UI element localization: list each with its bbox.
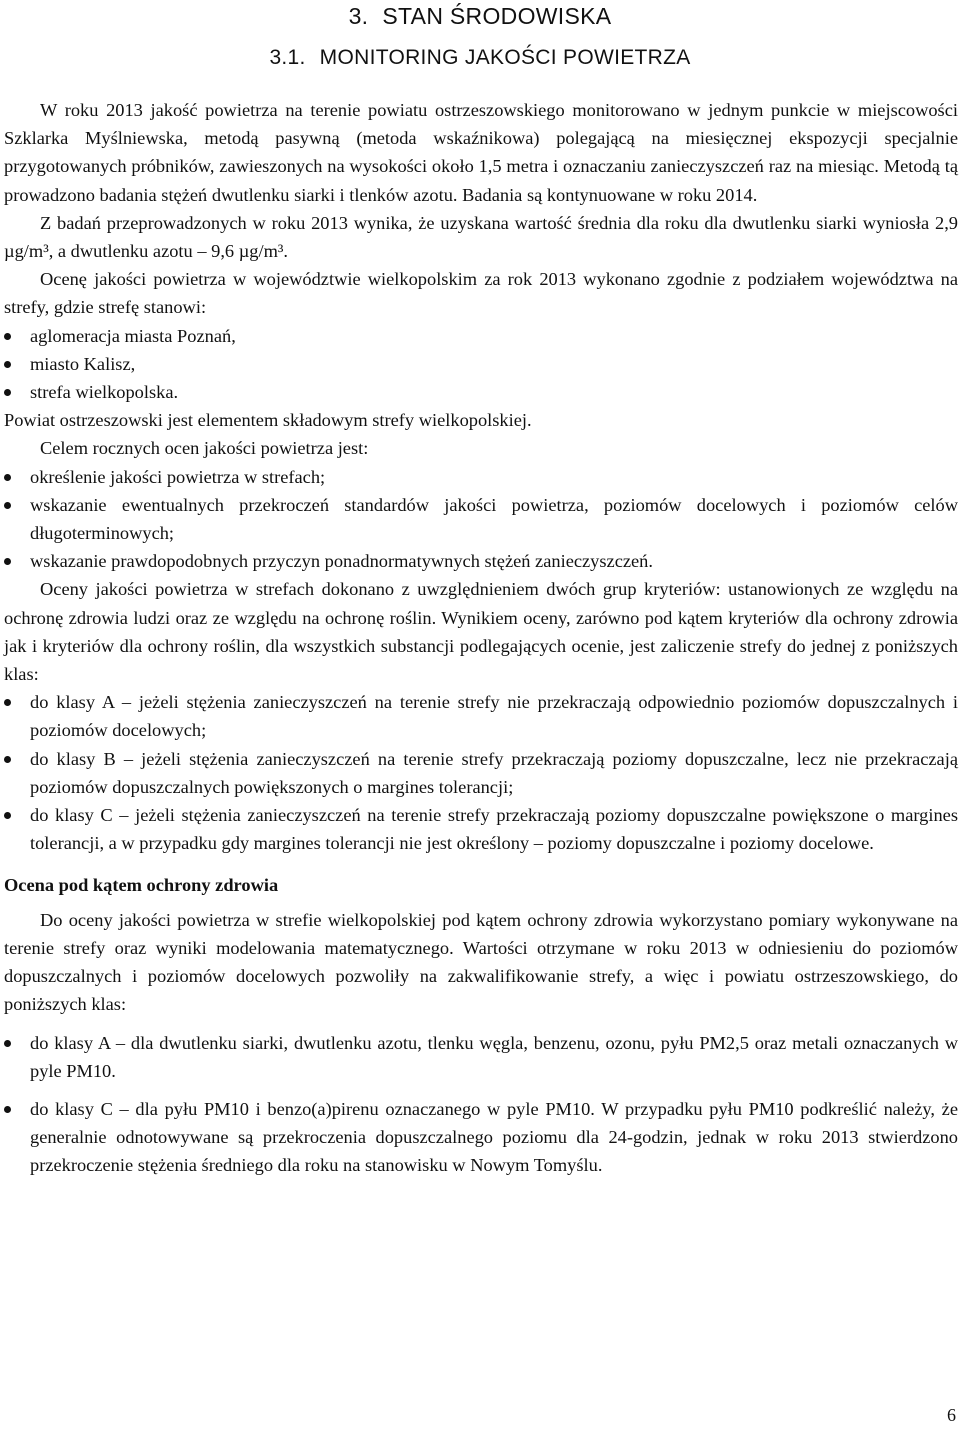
section-title: STAN ŚRODOWISKA — [382, 3, 612, 29]
health-subheading: Ocena pod kątem ochrony zdrowia — [4, 875, 279, 896]
list-item: wskazanie prawdopodobnych przyczyn ponadnormatywnych stężeń zanieczyszczeń. — [4, 547, 958, 575]
list-item: miasto Kalisz, — [4, 350, 958, 378]
goals-list — [4, 463, 958, 576]
list-item: do klasy C – jeżeli stężenia zanieczyszczeń na terenie strefy przekraczają poziomy dopuszczalne powiększone o margines tolerancji, a w przypadku gdy margines tolerancji nie jest określony – poziomy dopuszczalne i poziomy docelowe. — [4, 801, 958, 857]
list-item: strefa wielkopolska. — [4, 378, 958, 406]
section-number: 3. — [348, 3, 369, 29]
paragraph-monitoring: W roku 2013 jakość powietrza na terenie powiatu ostrzeszowskiego monitorowano w jednym punkcie w miejscowości Szklarka Myślniewska, metodą pasywną (metoda wskaźnikowa) polegającą na miesięcznej ekspozycji specjalnie przygotowanych próbników, zawieszonych na wysokości około 1,5 metra i oznaczaniu zanieczyszczeń raz na miesiąc. Metodą tą prowadzono badania stężeń dwutlenku siarki i tlenków azotu. Badania są kontynuowane w roku 2014. — [4, 100, 958, 205]
subsection-number: 3.1. — [269, 46, 306, 69]
list-item: do klasy A – jeżeli stężenia zanieczyszczeń na terenie strefy nie przekraczają odpowiednio poziomów dopuszczalnych i poziomów docelowych; — [4, 688, 958, 744]
paragraph-results: Z badań przeprowadzonych w roku 2013 wynika, że uzyskana wartość średnia dla roku dla dwutlenku siarki wyniosła 2,9 µg/m³, a dwutlenku azotu – 9,6 µg/m³. — [4, 212, 958, 262]
document-body — [4, 96, 958, 1180]
paragraph-criteria: Oceny jakości powietrza w strefach dokonano z uwzględnieniem dwóch grup kryteriów: ustanowionych ze względu na ochronę zdrowia ludzi oraz ze względu na ochronę roślin. Wynikiem oceny, zarówno pod kątem kryteriów dla ochrony zdrowia jak i kryteriów dla ochrony roślin, dla wszystkich substancji podlegających ocenie, jest zaliczenie strefy do jednej z poniższych klas: — [4, 579, 958, 685]
paragraph-health-assessment: Do oceny jakości powietrza w strefie wielkopolskiej pod kątem ochrony zdrowia wykorzystano pomiary wykonywane na terenie strefy oraz wyniki modelowania matematycznego. Wartości otrzymane w roku 2013 w odniesieniu do poziomów dopuszczalnych i poziomów docelowych pozwoliły na zakwalifikowanie strefy, a więc i powiatu ostrzeszowskiego, do poniższych klas: — [4, 909, 958, 1015]
subsection-heading — [0, 46, 960, 70]
zones-list — [4, 322, 958, 407]
list-item: określenie jakości powietrza w strefach; — [4, 463, 958, 491]
paragraph-goals-intro: Celem rocznych ocen jakości powietrza jest: — [40, 438, 369, 459]
list-item: do klasy B – jeżeli stężenia zanieczyszczeń na terenie strefy przekraczają poziomy dopuszczalne, lecz nie przekraczają poziomów dopuszczalnych powiększonych o margines tolerancji; — [4, 745, 958, 801]
section-heading — [0, 3, 960, 30]
list-item: do klasy A – dla dwutlenku siarki, dwutlenku azotu, tlenku węgla, benzenu, ozonu, pyłu PM2,5 oraz metali oznaczanych w pyle PM10. — [4, 1029, 958, 1085]
paragraph-powiat: Powiat ostrzeszowski jest elementem składowym strefy wielkopolskiej. — [4, 410, 532, 431]
results-list — [4, 1029, 958, 1180]
list-item: do klasy C – dla pyłu PM10 i benzo(a)pirenu oznaczanego w pyle PM10. W przypadku pyłu PM10 podkreślić należy, że generalnie odnotowywane są przekroczenia dopuszczalnego poziomu dla 24-godzin, jednak w roku 2013 stwierdzono przekroczenie stężenia średniego dla roku na stanowisku w Nowym Tomyślu. — [4, 1095, 958, 1180]
page-number: 6 — [947, 1405, 956, 1425]
paragraph-assessment: Ocenę jakości powietrza w województwie wielkopolskim za rok 2013 wykonano zgodnie z podziałem województwa na strefy, gdzie strefę stanowi: — [4, 269, 958, 318]
classes-list — [4, 688, 958, 857]
list-item: aglomeracja miasta Poznań, — [4, 322, 958, 350]
subsection-title: MONITORING JAKOŚCI POWIETRZA — [319, 46, 691, 69]
list-item: wskazanie ewentualnych przekroczeń standardów jakości powietrza, poziomów docelowych i poziomów celów długoterminowych; — [4, 491, 958, 547]
